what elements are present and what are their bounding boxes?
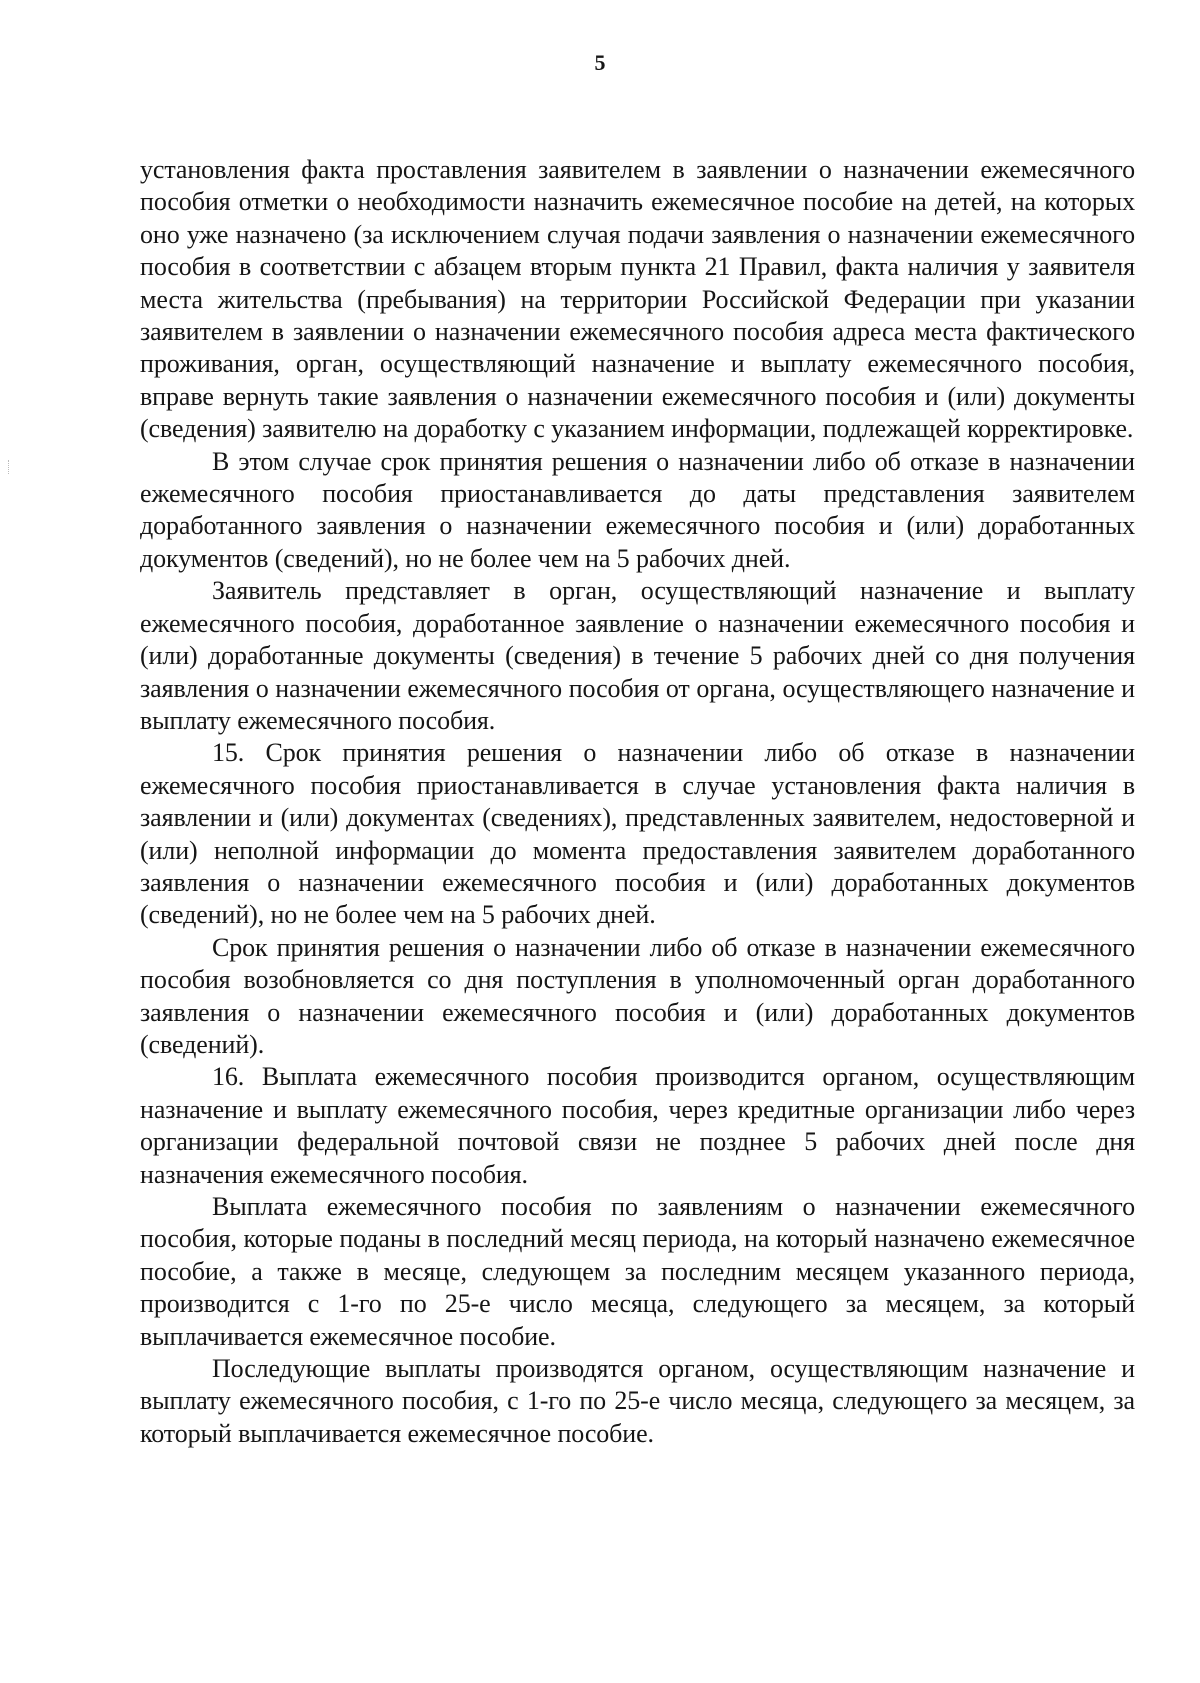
paragraph-clause-15: 15. Срок принятия решения о назначении либо об отказе в назначении ежемесячного пособия приостанавливается в случае установления факта наличия в заявлении и (или) документах (сведениях), представленных заявителем, недостоверной и (или) неполной информации до момента предоставления заявителем доработанного заявления о назначении ежемесячного пособия и (или) доработанных документов (сведений), но не более чем на 5 рабочих дней.	[140, 738, 1135, 930]
paragraph-suspension-period: В этом случае срок принятия решения о назначении либо об отказе в назначении ежемесячного пособия приостанавливается до даты представления заявителем доработанного заявления о назначении ежемесячного пособия и (или) доработанных документов (сведений), но не более чем на 5 рабочих дней.	[140, 446, 1135, 573]
scan-margin-mark	[8, 460, 11, 474]
paragraph-subsequent-payments: Последующие выплаты производятся органом, осуществляющим назначение и выплату ежемесячного пособия, с 1-го по 25-е число месяца, следующего за месяцем, за который выплачивается ежемесячное пособие.	[140, 1354, 1135, 1448]
paragraph-applicant-submission: Заявитель представляет в орган, осуществляющий назначение и выплату ежемесячного пособия, доработанное заявление о назначении ежемесячного пособия и (или) доработанные документы (сведения) в течение 5 рабочих дней со дня получения заявления о назначении ежемесячного пособия от органа, осуществляющего назначение и выплату ежемесячного пособия.	[140, 576, 1135, 735]
paragraph-resumption: Срок принятия решения о назначении либо об отказе в назначении ежемесячного пособия возобновляется со дня поступления в уполномоченный орган доработанного заявления о назначении ежемесячного пособия и (или) доработанных документов (сведений).	[140, 932, 1135, 1059]
page-number: 5	[594, 50, 606, 75]
paragraph-continuation: установления факта проставления заявителем в заявлении о назначении ежемесячного пособия отметки о необходимости назначить ежемесячное пособие на детей, на которых оно уже назначено (за исключением случая подачи заявления о назначении ежемесячного пособия в соответствии с абзацем вторым пункта 21 Правил, факта наличия у заявителя места жительства (пребывания) на территории Российской Федерации при указании заявителем в заявлении о назначении ежемесячного пособия адреса места фактического проживания, орган, осуществляющий назначение и выплату ежемесячного пособия, вправе вернуть такие заявления о назначении ежемесячного пособия и (или) документы (сведения) заявителю на доработку с указанием информации, подлежащей корректировке.	[140, 155, 1135, 444]
paragraph-payment-schedule: Выплата ежемесячного пособия по заявлениям о назначении ежемесячного пособия, которые поданы в последний месяц периода, на который назначено ежемесячное пособие, а также в месяце, следующем за последним месяцем указанного периода, производится с 1-го по 25-е число месяца, следующего за месяцем, за который выплачивается ежемесячное пособие.	[140, 1192, 1135, 1351]
paragraph-clause-16: 16. Выплата ежемесячного пособия производится органом, осуществляющим назначение и выплату ежемесячного пособия, через кредитные организации либо через организации федеральной почтовой связи не позднее 5 рабочих дней после дня назначения ежемесячного пособия.	[140, 1062, 1135, 1189]
document-body	[140, 154, 1135, 1450]
